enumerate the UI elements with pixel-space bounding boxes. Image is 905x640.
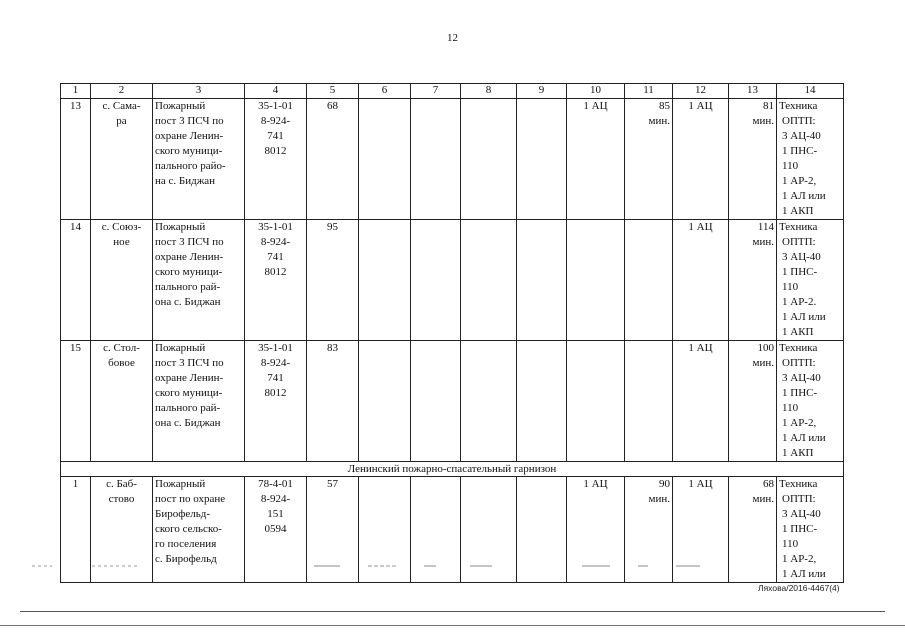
equipment-list-line: 1 АКП (782, 447, 814, 459)
col-10-vehicles-line: 1 АЦ (583, 478, 608, 490)
col-13-time-line: 100 (757, 342, 774, 354)
cut-off-row-marks (0, 565, 905, 569)
equipment-list-line: 3 АЦ-40 (782, 251, 821, 263)
col-6-cell (359, 99, 411, 220)
fire-unit-line: охране Ленин- (155, 372, 224, 384)
fire-unit-line: Пожарный (155, 478, 206, 490)
col-12-vehicles (673, 341, 729, 462)
header-cell: 13 (729, 84, 777, 99)
equipment-list-line: 3 АЦ-40 (782, 130, 821, 142)
phone-number-line: 78-4-01 (258, 478, 293, 490)
col-8-cell (461, 99, 517, 220)
phone-number-line: 741 (267, 251, 284, 263)
col-13-time-line: мин. (752, 115, 774, 127)
header-cell: 7 (411, 84, 461, 99)
phone-number-line: 8-924- (260, 236, 291, 248)
garrison-title: Ленинский пожарно-спасательный гарнизон (61, 462, 844, 477)
fire-unit-line: она с. Биджан (155, 417, 221, 429)
fire-unit-line: пального рай- (155, 402, 221, 414)
fire-unit-line: ского муници- (155, 145, 223, 157)
table-row (61, 341, 844, 462)
header-cell: 14 (777, 84, 844, 99)
phone-number (245, 341, 307, 462)
fire-unit-line: ского муници- (155, 266, 223, 278)
fire-unit-line: Пожарный (155, 342, 206, 354)
fire-unit (153, 220, 245, 341)
fire-unit-line: ского сельско- (155, 523, 222, 535)
col-13-time-line: мин. (752, 357, 774, 369)
col-11-time-line: мин. (648, 493, 670, 505)
phone-number-line: 8012 (264, 387, 287, 399)
col-11-time (625, 99, 673, 220)
col-12-vehicles (673, 220, 729, 341)
fire-unit-line: Пожарный (155, 221, 206, 233)
col-12-vehicles-line: 1 АЦ (688, 478, 713, 490)
header-cell: 12 (673, 84, 729, 99)
phone-number-line: 35-1-01 (258, 342, 293, 354)
header-cell: 9 (517, 84, 567, 99)
col-13-time-line: 114 (757, 221, 774, 233)
header-cell: 10 (567, 84, 625, 99)
equipment-list-line: Техника (779, 221, 818, 233)
bottom-rule (20, 611, 885, 612)
equipment-list-line: 1 ПНС- (782, 387, 818, 399)
col-9-cell (517, 341, 567, 462)
fire-unit-line: ского муници- (155, 387, 223, 399)
equipment-list-line: 1 АР-2, (782, 417, 817, 429)
col-12-vehicles-line: 1 АЦ (688, 221, 713, 233)
settlement-name-line: бовое (108, 357, 135, 369)
header-cell: 4 (245, 84, 307, 99)
distance-value: 68 (307, 99, 359, 220)
header-cell: 6 (359, 84, 411, 99)
fire-unit-line: на с. Биджан (155, 175, 216, 187)
equipment-list-line: 3 АЦ-40 (782, 508, 821, 520)
equipment-list (777, 99, 844, 220)
equipment-list-line: 1 АЛ или (782, 568, 826, 580)
col-13-time-line: 68 (763, 478, 774, 490)
phone-number-line: 151 (267, 508, 284, 520)
phone-number-line: 8-924- (260, 493, 291, 505)
equipment-list-line: 110 (782, 538, 799, 550)
col-13-time (729, 220, 777, 341)
settlement-name (91, 341, 153, 462)
fire-unit (153, 99, 245, 220)
col-12-vehicles-line: 1 АЦ (688, 100, 713, 112)
col-13-time-line: мин. (752, 493, 774, 505)
fire-unit-line: она с. Биджан (155, 296, 221, 308)
phone-number (245, 99, 307, 220)
equipment-list-line: 1 АР-2. (782, 296, 817, 308)
phone-number-line: 8-924- (260, 357, 291, 369)
header-cell: 11 (625, 84, 673, 99)
col-7-cell (411, 220, 461, 341)
phone-number-line: 8-924- (260, 115, 291, 127)
equipment-list-line: 1 АКП (782, 205, 814, 217)
equipment-list-line: 110 (782, 160, 799, 172)
col-6-cell (359, 341, 411, 462)
col-11-time-line: 90 (659, 478, 670, 490)
fire-unit-line: с. Бирофельд (155, 553, 217, 565)
phone-number-line: 8012 (264, 145, 287, 157)
fire-unit-line: охране Ленин- (155, 251, 224, 263)
col-13-time (729, 99, 777, 220)
header-row (61, 84, 844, 99)
phone-number-line: 8012 (264, 266, 287, 278)
fire-unit-line: пост 3 ПСЧ по (155, 357, 224, 369)
settlement-name (91, 220, 153, 341)
col-9-cell (517, 220, 567, 341)
row-number: 13 (61, 99, 91, 220)
settlement-name-line: стово (108, 493, 135, 505)
phone-number-line: 35-1-01 (258, 100, 293, 112)
col-8-cell (461, 220, 517, 341)
fire-unit-line: пост 3 ПСЧ по (155, 236, 224, 248)
distance-value: 57 (307, 477, 359, 583)
row-number: 14 (61, 220, 91, 341)
equipment-list-line: ОПТП: (782, 493, 816, 505)
phone-number-line: 741 (267, 372, 284, 384)
equipment-list (777, 341, 844, 462)
equipment-list (777, 220, 844, 341)
col-10-vehicles-line: 1 АЦ (583, 100, 608, 112)
equipment-list-line: Техника (779, 100, 818, 112)
fire-unit-line: охране Ленин- (155, 130, 224, 142)
header-cell: 2 (91, 84, 153, 99)
col-10-vehicles (567, 99, 625, 220)
fire-unit (153, 341, 245, 462)
header-cell: 8 (461, 84, 517, 99)
settlement-name-line: с. Баб- (106, 478, 137, 490)
fire-unit-line: Бирофельд- (155, 508, 210, 520)
equipment-list-line: 110 (782, 281, 799, 293)
page-number: 12 (447, 32, 458, 44)
col-13-time (729, 341, 777, 462)
col-12-vehicles-line: 1 АЦ (688, 342, 713, 354)
fire-unit-line: пост по охране (155, 493, 226, 505)
header-cell: 3 (153, 84, 245, 99)
fire-unit-line: пального рай- (155, 281, 221, 293)
distance-value: 95 (307, 220, 359, 341)
col-13-time-line: 81 (763, 100, 774, 112)
equipment-list-line: 1 АЛ или (782, 432, 826, 444)
equipment-list-line: 1 АР-2, (782, 553, 817, 565)
row-number: 1 (61, 477, 91, 583)
col-11-time (625, 341, 673, 462)
fire-unit-line: го поселения (155, 538, 217, 550)
equipment-list-line: 110 (782, 402, 799, 414)
equipment-list-line: Техника (779, 342, 818, 354)
settlement-name (91, 99, 153, 220)
equipment-list-line: 1 АР-2, (782, 175, 817, 187)
settlement-name-line: ра (116, 115, 127, 127)
col-6-cell (359, 220, 411, 341)
equipment-list-line: 1 ПНС- (782, 266, 818, 278)
col-11-time-line: мин. (648, 115, 670, 127)
col-7-cell (411, 341, 461, 462)
equipment-list-line: 3 АЦ-40 (782, 372, 821, 384)
equipment-list-line: 1 АКП (782, 326, 814, 338)
col-13-time-line: мин. (752, 236, 774, 248)
equipment-list-line: 1 АЛ или (782, 311, 826, 323)
phone-number (245, 220, 307, 341)
garrison-heading-row (61, 462, 844, 477)
document-code: Ляхова/2016-4467(4) (758, 583, 840, 593)
header-cell: 5 (307, 84, 359, 99)
col-7-cell (411, 99, 461, 220)
row-number: 15 (61, 341, 91, 462)
phone-number-line: 0594 (264, 523, 287, 535)
equipment-list-line: ОПТП: (782, 115, 816, 127)
fire-coverage-table (60, 83, 844, 583)
equipment-list-line: 1 ПНС- (782, 523, 818, 535)
col-12-vehicles (673, 99, 729, 220)
table-row (61, 99, 844, 220)
col-8-cell (461, 341, 517, 462)
col-10-vehicles (567, 341, 625, 462)
header-cell: 1 (61, 84, 91, 99)
table-body (61, 84, 844, 583)
phone-number-line: 35-1-01 (258, 221, 293, 233)
equipment-list-line: 1 ПНС- (782, 145, 818, 157)
settlement-name-line: ное (113, 236, 130, 248)
col-10-vehicles (567, 220, 625, 341)
fire-unit-line: пост 3 ПСЧ по (155, 115, 224, 127)
settlement-name-line: с. Стол- (103, 342, 140, 354)
col-11-time (625, 220, 673, 341)
settlement-name-line: с. Союз- (101, 221, 142, 233)
col-9-cell (517, 99, 567, 220)
equipment-list-line: Техника (779, 478, 818, 490)
bottom-rule-lower (0, 625, 905, 626)
equipment-list-line: ОПТП: (782, 357, 816, 369)
phone-number-line: 741 (267, 130, 284, 142)
col-11-time-line: 85 (659, 100, 670, 112)
settlement-name-line: с. Сама- (102, 100, 141, 112)
fire-unit-line: Пожарный (155, 100, 206, 112)
equipment-list-line: ОПТП: (782, 236, 816, 248)
fire-unit-line: пального райо- (155, 160, 226, 172)
table-row (61, 220, 844, 341)
equipment-list-line: 1 АЛ или (782, 190, 826, 202)
distance-value: 83 (307, 341, 359, 462)
